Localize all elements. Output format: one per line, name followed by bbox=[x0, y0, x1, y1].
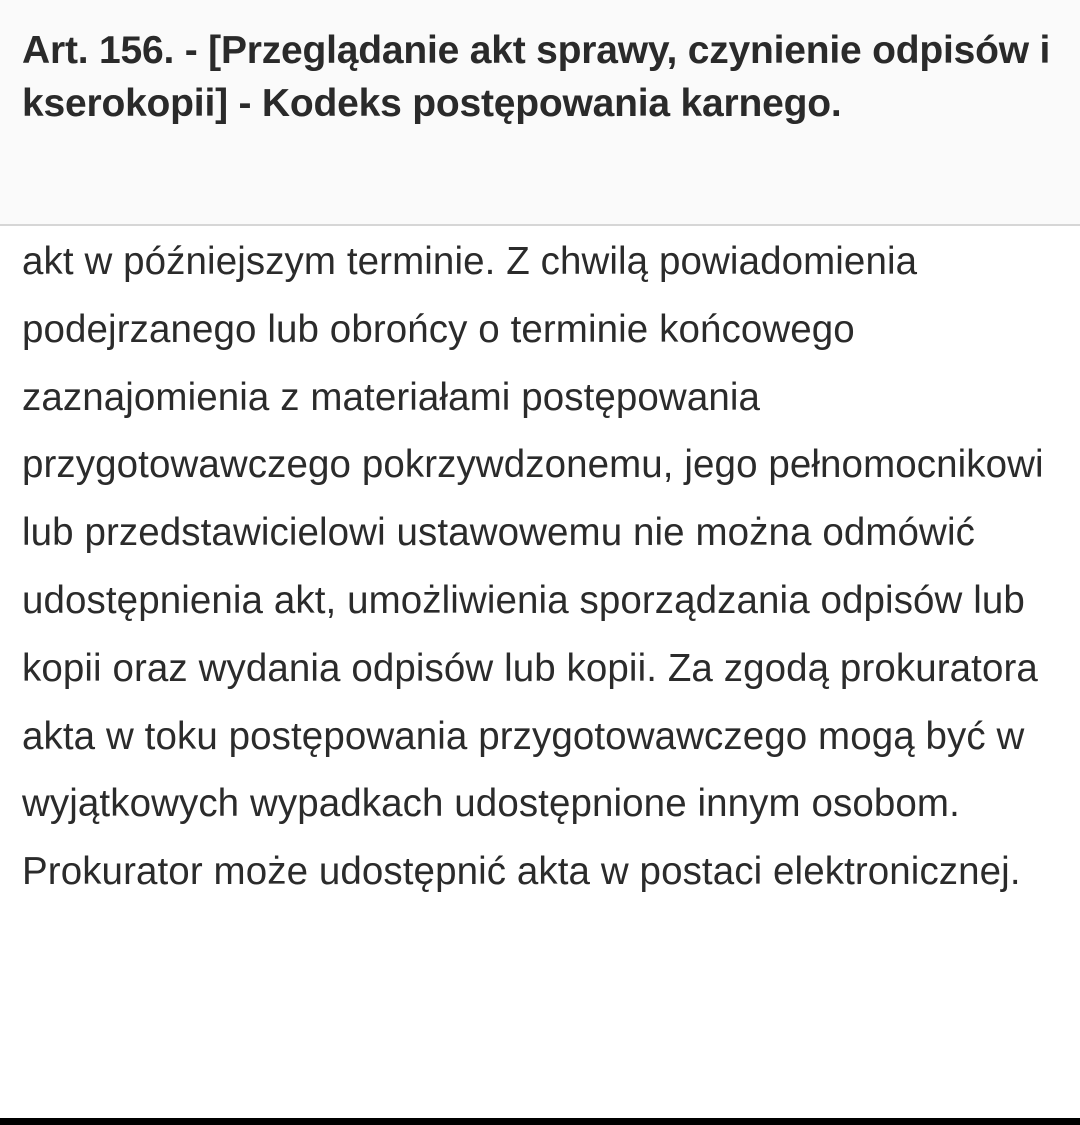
page-title: Art. 156. - [Przeglądanie akt sprawy, czynienie odpisów i kserokopii] - Kodeks postępowania karnego. bbox=[22, 29, 1051, 125]
article-content[interactable] bbox=[0, 228, 1080, 1118]
bottom-edge-bar bbox=[0, 1118, 1080, 1125]
article-body-text: akt w późniejszym terminie. Z chwilą powiadomienia podejrzanego lub obrońcy o terminie końcowego zaznajomienia z materiałami postępowania przygotowawczego pokrzywdzonemu, jego pełnomocnikowi lub przedstawicielowi ustawowemu nie można odmówić udostępnienia akt, umożliwienia sporządzania odpisów lub kopii oraz wydania odpisów lub kopii. Za zgodą prokuratora akta w toku postępowania przygotowawczego mogą być w wyjątkowych wypadkach udostępnione innym osobom. Prokurator może udostępnić akta w postaci elektronicznej. bbox=[22, 240, 1044, 894]
page-header bbox=[0, 0, 1080, 226]
